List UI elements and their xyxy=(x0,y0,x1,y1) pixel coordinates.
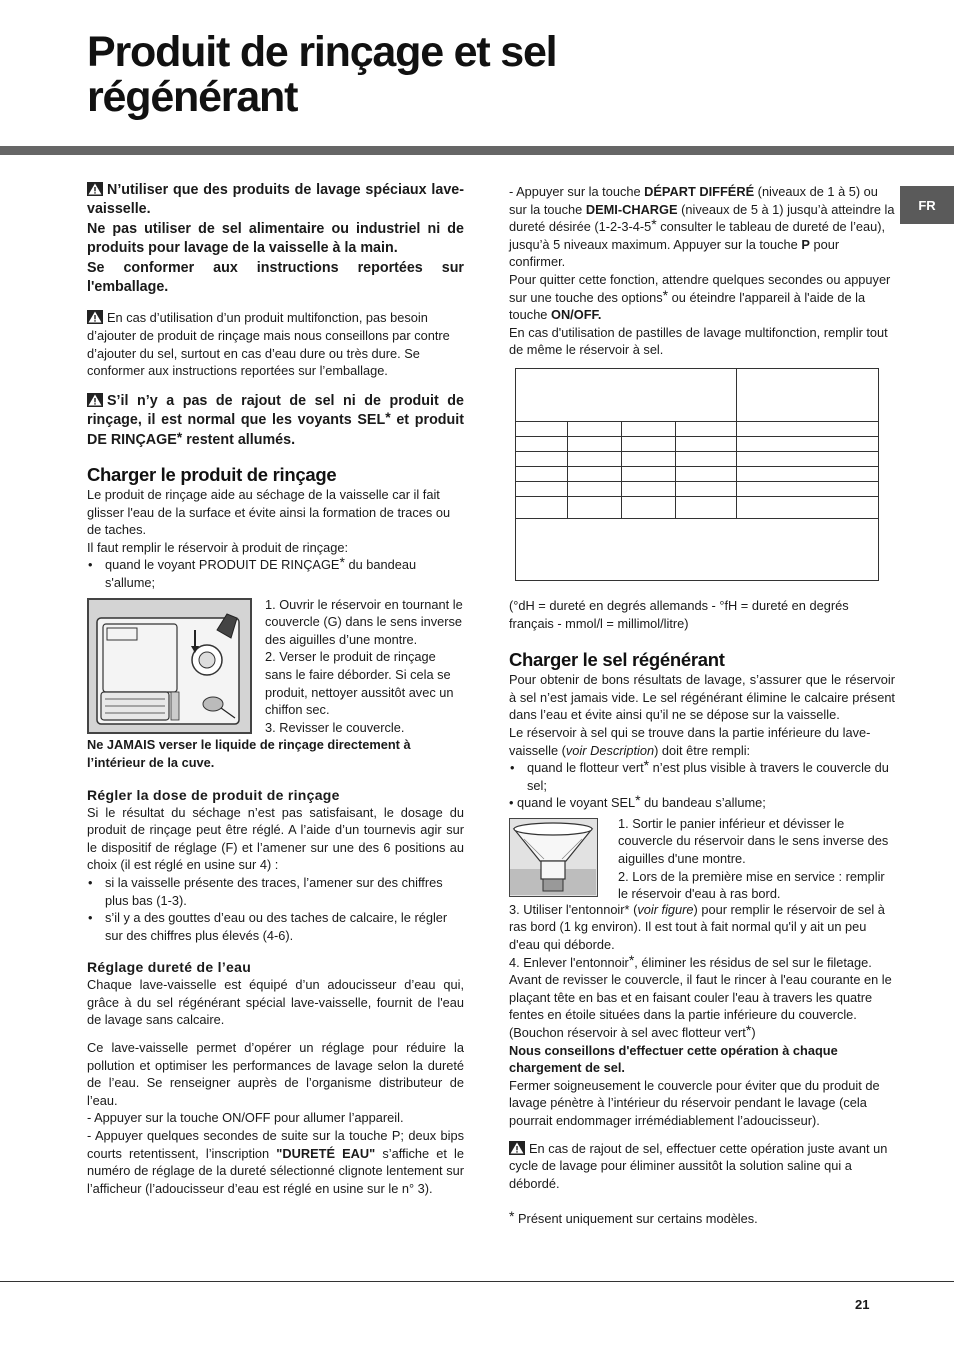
right-column: - Appuyer sur la touche DÉPART DIFFÉRÉ (niveaux de 1 à 5) ou sur la touche DEMI-CHARGE (niveaux de 5 à 1) jusqu’à atteindre la dureté désirée (1-2-3-4-5* consulter le tableau de dureté de l’eau), jusqu’à 5 niveaux maximum. Appuyer sur la touche P pour confirmer. Pour quitter cette fonction, attendre quelques secondes ou appuyer sur une touche des options* ou éteindre l'appareil à l'aide de la touche ON/OFF. En cas d'utilisation de pastilles de lavage multifonction, remplir tout de même le réservoir à sel. (°dH = dureté en degrés allemands - °fH = dureté en degrés français - mmol/l = millimol/litre) Charger le sel régénérant Pour obtenir de bons résultats de lavage, s’assurer que le réservoir à sel n’est jamais vide. Le sel régénérant élimine le calcaire présent dans l’eau et évite ainsi qu’il ne se dépose sur la vaisselle. Le réservoir à sel qui se trouve dans la partie inférieure du lave-vaisselle (voir Description) doit être rempli: • quand le flotteur vert* n’est plus visible à travers le couvercle du sel; • quand le voyant SEL* du bandeau s’allume; 1. Sortir le panier inférieur et dévisser le couvercle du réservoir dans le sens inverse des aiguilles d'une montre. 2. Lors de la première mise en service : remplir le réservoir d'eau à ras bord. 3. Utiliser l'entonnoir* (voir figure) pour remplir le réservoir de sel à ras bord (1 kg environ). Il est tout à fait normal qu'il y ait un peu d'eau qui déborde. 4. Enlever l'entonnoir*, éliminer les résidus de sel sur le filetage. Avant de revisser le couvercle, il faut le rincer à l'eau courante en le plaçant tête en bas et en faisant couler l'eau à travers les quatre fentes en étoile situées dans la partie inférieure du couvercle. (Bouchon réservoir à sel avec flotteur vert*) Nous conseillons d'effectuer cette opération à chaque chargement de sel. Fermer soigneusement le couvercle pour éviter que du produit de lavage pénètre à l’intérieur du réservoir pendant le lavage (cela pourrait endommager irrémédiablement l’adoucisseur). En cas de rajout de sel, effectuer cette opération juste avant un cycle de lavage pour éliminer aussitôt la solution saline qui a débordé. * Présent uniquement sur certains modèles. xyxy=(509,183,895,1228)
rinse-steps: 1. Ouvrir le réservoir en tournant le couvercle (G) dans le sens inverse des aiguilles d’une montre. 2. Verser le produit de rinçage sans le faire déborder. Si cela se produit, nettoyer aussitôt avec un chiffon sec. 3. Revisser le couvercle. xyxy=(265,596,463,735)
salt-advice: Nous conseillons d'effectuer cette opération à chaque chargement de sel. xyxy=(509,1042,838,1076)
warning-salt: En cas de rajout de sel, effectuer cette opération juste avant un cycle de lavage pour éliminer aussitôt la solution saline qui a débordé. xyxy=(509,1140,888,1191)
warning-multifunction: En cas d’utilisation d’un produit multifonction, pas besoin d’ajouter de produit de rinçage mais nous conseillons par contre d’ajouter du sel, surtout en cas d’eau dure ou très dure. Se conformer aux instructions reportées sur l’emballage. xyxy=(87,310,450,379)
section-heading-salt: Charger le sel régénérant xyxy=(509,649,725,671)
salt-figure-row xyxy=(509,815,895,903)
rinse-figure-row xyxy=(87,598,464,737)
language-tab: FR xyxy=(900,186,954,224)
rinse-never-note: Ne JAMAIS verser le liquide de rinçage directement à l’intérieur de la cuve. xyxy=(87,737,411,770)
rinse-dispenser-figure xyxy=(87,598,252,734)
warning-indicators: S’il n’y a pas de rajout de sel ni de produit de rinçage, il est normal que les voyants SEL* et produit DE RINÇAGE* restent allumés. xyxy=(87,392,464,448)
page-number: 21 xyxy=(855,1297,870,1312)
left-column: N’utiliser que des produits de lavage spéciaux lave-vaisselle. Ne pas utiliser de sel alimentaire ou industriel ni de produits pour lavage de la vaisselle à la main. Se conformer aux instructions reportées sur l'emballage. En cas d’utilisation d’un produit multifonction, pas besoin d’ajouter de produit de rinçage mais nous conseillons par contre d’ajouter du sel, surtout en cas d’eau dure ou très dure. Se conformer aux instructions reportées sur l’emballage. S’il n’y a pas de rajout de sel ni de produit de rinçage, il est normal que les voyants SEL* et produit DE RINÇAGE* restent allumés. Charger le produit de rinçage Le produit de rinçage aide au séchage de la vaisselle car il fait glisser l'eau de la surface et évite ainsi la formation de traces ou de taches. Il faut remplir le réservoir à produit de rinçage: • quand le voyant PRODUIT DE RINÇAGE* du bandeau s'allume; 1. Ouvrir le réservoir en tournant le couvercle (G) dans le sens inverse des aiguilles d’une montre. 2. Verser le produit de rinçage sans le faire déborder. Si cela se produit, nettoyer aussitôt avec un chiffon sec. 3. Revisser le couvercle. Ne JAMAIS verser le liquide de rinçage directement à l’intérieur de la cuve. Régler la dose de produit de rinçage Si le résultat du séchage n’est pas satisfaisant, le dosage du produit de rinçage peut être réglé. A l’aide d’un tournevis agir sur le dispositif de réglage (F) et l’amener sur une des 6 positions au choix (il est réglé en usine sur 4) : • si la vaisselle présente des traces, l’amener sur des chiffres plus bas (1-3). • s’il y a des gouttes d’eau ou des taches de calcaire, le régler sur des chiffres plus élevés (4-6). Réglage dureté de l’eau Chaque lave-vaisselle est équipé d’un adoucisseur d’eau qui, grâce à du sel régénérant spécial lave-vaisselle, fournit de l'eau de lavage sans calcaire. Ce lave-vaisselle permet d’opérer un réglage pour réduire la pollution et optimiser les performances de lavage selon la dureté de l’eau. Se renseigner auprès de l’organisme distributeur de l’eau. - Appuyer sur la touche ON/OFF pour allumer l’appareil. - Appuyer quelques secondes de suite sur la touche P; deux bips courts retentissent, l’inscription "DURETÉ EAU" s’affiche et le numéro de réglage de la dureté sélectionné clignote lentement sur l’afficheur (l’adoucisseur d’eau est réglé en usine sur le n° 3). xyxy=(87,181,464,1197)
funnel-figure xyxy=(509,818,598,897)
footer-divider xyxy=(0,1281,954,1282)
page-title: Produit de rinçage et sel régénérant xyxy=(87,28,557,121)
rinse-bullets: • quand le voyant PRODUIT DE RINÇAGE* du bandeau s'allume; xyxy=(87,556,464,591)
table-note: (°dH = dureté en degrés allemands - °fH = dureté en degrés français - mmol/l = millimol/litre) xyxy=(509,597,849,631)
salt-bullets: • quand le flotteur vert* n’est plus visible à travers le couvercle du sel; xyxy=(509,759,895,794)
section-heading-rinse: Charger le produit de rinçage xyxy=(87,464,337,486)
warning-icon xyxy=(87,393,103,407)
warning-products: N’utiliser que des produits de lavage spéciaux lave-vaisselle. Ne pas utiliser de sel alimentaire ou industriel ni de produits pour lavage de la vaisselle à la main. Se conformer aux instructions reportées sur l'emballage. xyxy=(87,182,464,296)
header-divider xyxy=(0,146,954,155)
warning-icon xyxy=(509,1141,525,1155)
section-heading-hardness: Réglage dureté de l’eau xyxy=(87,959,252,976)
warning-icon xyxy=(87,182,103,196)
salt-steps: 1. Sortir le panier inférieur et dévisser le couvercle du réservoir dans le sens inverse des aiguilles d'une montre. 2. Lors de la première mise en service : remplir le réservoir d'eau à ras bord. xyxy=(618,815,889,902)
dose-bullets: • si la vaisselle présente des traces, l’amener sur des chiffres plus bas (1-3). • s’il y a des gouttes d’eau ou des taches de calcaire, le régler sur des chiffres plus élevés (4-6). xyxy=(87,874,464,944)
footnote: * Présent uniquement sur certains modèles. xyxy=(509,1208,758,1227)
section-heading-dose: Régler la dose de produit de rinçage xyxy=(87,786,340,803)
warning-icon xyxy=(87,310,103,324)
water-hardness-table xyxy=(515,368,879,581)
